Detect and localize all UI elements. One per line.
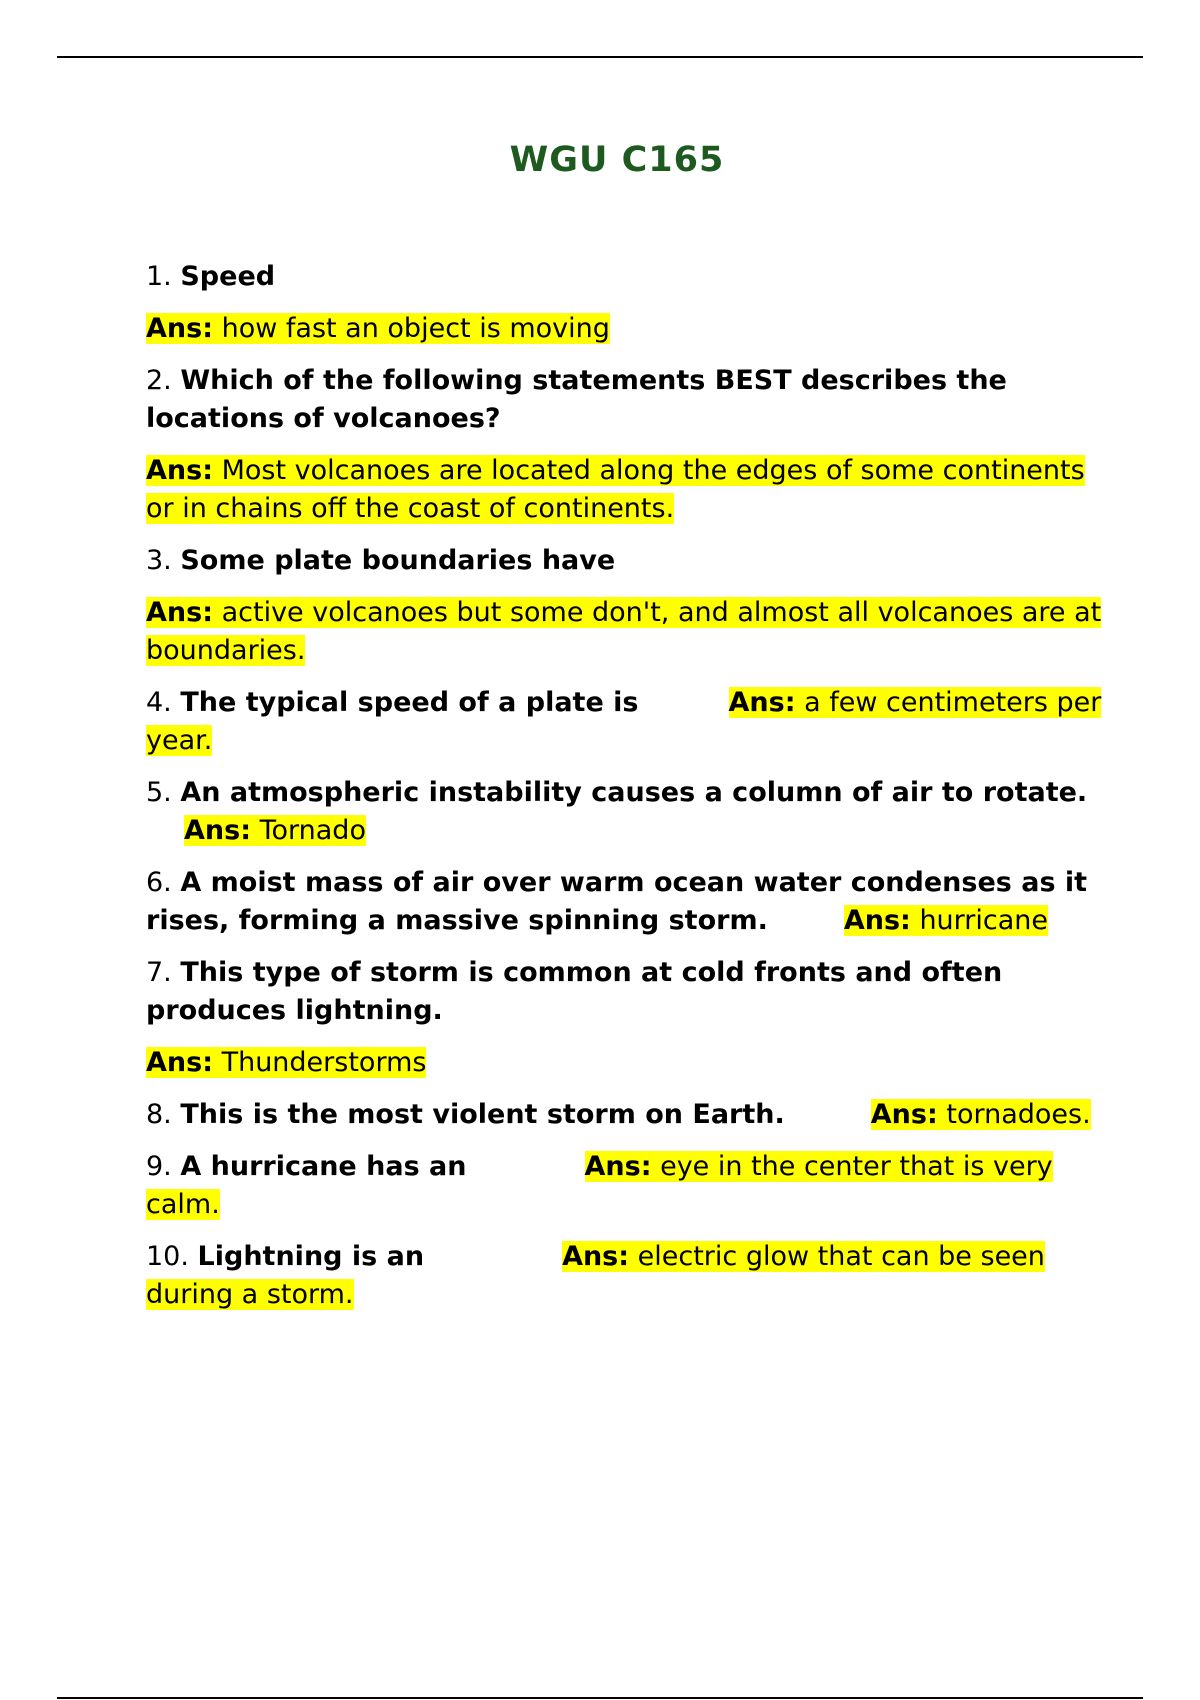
qa-list: [146, 258, 1106, 1328]
top-rule: [57, 56, 1143, 58]
question-text: Which of the following statements BEST describes the locations of volcanoes?: [146, 365, 1007, 434]
question-text: An atmospheric instability causes a column of air to rotate.: [180, 777, 1088, 808]
answer-highlight: [844, 905, 1048, 936]
bottom-rule: [57, 1697, 1143, 1699]
question-7: [146, 954, 1106, 1030]
answer-text: eye in the center that is very calm.: [146, 1151, 1053, 1220]
question-5: [146, 774, 1106, 850]
question-number: 4.: [146, 687, 172, 718]
answer-3: [146, 594, 1106, 670]
answer-label: Ans:: [562, 1241, 630, 1272]
answer-highlight: [146, 455, 1085, 524]
answer-highlight: [871, 1099, 1091, 1130]
answer-label: Ans:: [843, 905, 911, 936]
answer-highlight: [146, 1047, 426, 1078]
question-text: This type of storm is common at cold fronts and often produces lightning.: [146, 957, 1003, 1026]
answer-text: Tornado: [259, 815, 366, 846]
answer-label: Ans:: [728, 687, 796, 718]
question-text: Lightning is an: [197, 1241, 425, 1272]
answer-highlight: [146, 313, 610, 344]
question-text: Some plate boundaries have: [180, 545, 616, 576]
answer-label: Ans:: [146, 1047, 213, 1078]
question-1: [146, 258, 1106, 296]
question-text: Speed: [180, 261, 276, 292]
question-text: A moist mass of air over warm ocean water condenses as it rises, forming a massive spinning storm.: [146, 867, 1088, 936]
answer-1: [146, 310, 1106, 348]
answer-label: Ans:: [146, 455, 213, 486]
answer-text: Thunderstorms: [221, 1047, 427, 1078]
answer-label: Ans:: [870, 1099, 938, 1130]
question-number: 1.: [146, 261, 172, 292]
answer-label: Ans:: [184, 815, 251, 846]
question-number: 10.: [146, 1241, 189, 1272]
question-2: [146, 362, 1106, 438]
question-text: The typical speed of a plate is: [180, 687, 639, 718]
answer-highlight: [184, 815, 366, 846]
question-9: [146, 1148, 1106, 1224]
answer-text: active volcanoes but some don't, and almost all volcanoes are at boundaries.: [146, 597, 1102, 666]
question-number: 9.: [146, 1151, 172, 1182]
question-4: [146, 684, 1106, 760]
question-number: 5.: [146, 777, 172, 808]
question-text: A hurricane has an: [180, 1151, 467, 1182]
answer-text: how fast an object is moving: [221, 313, 610, 344]
answer-label: Ans:: [146, 597, 213, 628]
answer-text: Most volcanoes are located along the edges of some continents or in chains off the coast of continents.: [146, 455, 1085, 524]
question-number: 2.: [146, 365, 172, 396]
document-title: WGU C165: [509, 140, 725, 180]
question-6: [146, 864, 1106, 940]
answer-label: Ans:: [146, 313, 213, 344]
answer-text: electric glow that can be seen during a storm.: [146, 1241, 1045, 1310]
answer-highlight: [146, 597, 1101, 666]
answer-2: [146, 452, 1106, 528]
question-number: 7.: [146, 957, 172, 988]
answer-label: Ans:: [584, 1151, 652, 1182]
answer-text: a few centimeters per year.: [146, 687, 1102, 756]
question-number: 3.: [146, 545, 172, 576]
answer-text: hurricane: [919, 905, 1049, 936]
answer-text: tornadoes.: [946, 1099, 1091, 1130]
question-number: 8.: [146, 1099, 172, 1130]
question-10: [146, 1238, 1106, 1314]
question-number: 6.: [146, 867, 172, 898]
answer-7: [146, 1044, 1106, 1082]
question-text: This is the most violent storm on Earth.: [180, 1099, 785, 1130]
question-8: [146, 1096, 1106, 1134]
question-3: [146, 542, 1106, 580]
